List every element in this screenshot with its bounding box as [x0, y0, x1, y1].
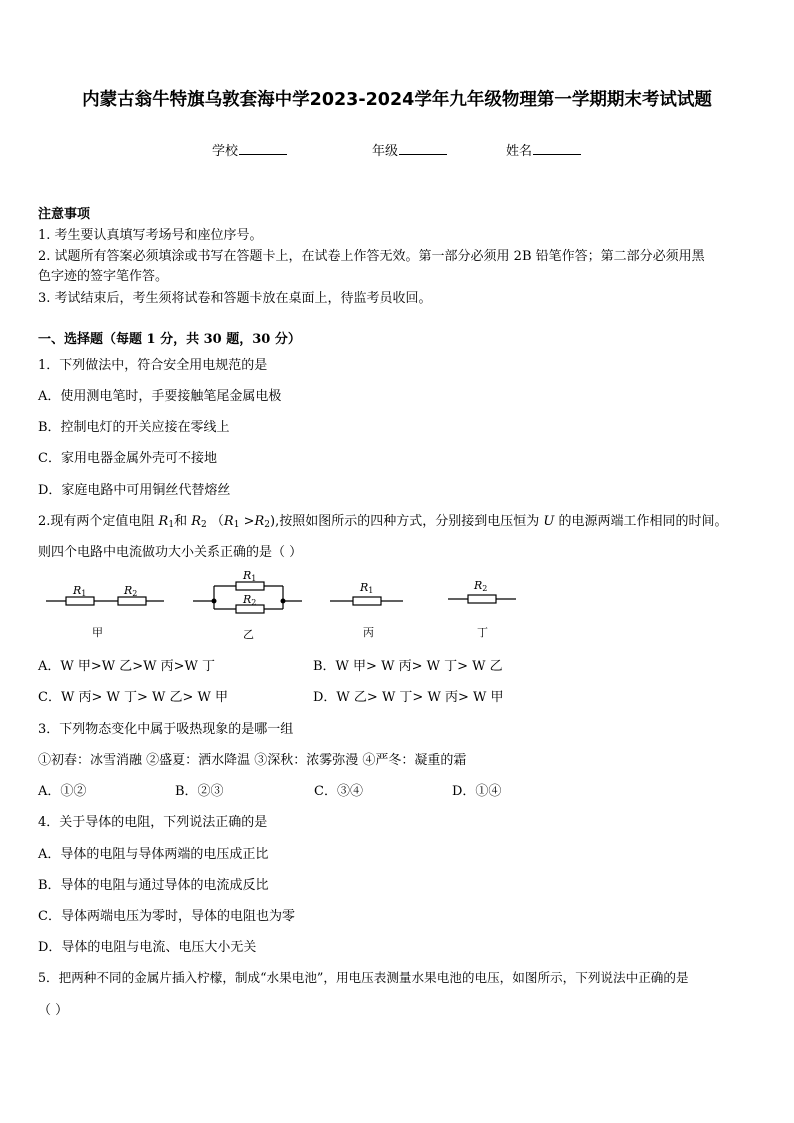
question-2-option-d[interactable]: D．W 乙> W 丁> W 丙> W 甲: [313, 690, 504, 705]
name-blank[interactable]: [533, 144, 581, 155]
circuit-bing-r1-label: R1: [360, 581, 374, 595]
notice-item: 3. 考试结束后，考生须将试卷和答题卡放在桌面上，待监考员收回。: [38, 291, 432, 306]
circuit-ding-r2-resistor: [468, 595, 496, 603]
question-3-items: ①初春：冰雪消融 ②盛夏：洒水降温 ③深秋：浓雾弥漫 ④严冬：凝重的霜: [38, 753, 467, 768]
question-4-option-a[interactable]: A．导体的电阻与导体两端的电压成正比: [38, 847, 269, 862]
question-3-option-a[interactable]: A．①②: [38, 784, 87, 799]
circuit-jia-r2-label: R2: [124, 584, 138, 598]
question-5-stem: 5．把两种不同的金属片插入柠檬，制成“水果电池”，用电压表测量水果电池的电压，如图所示，下列说法中正确的是: [38, 970, 689, 985]
question-2-option-b[interactable]: B．W 甲> W 丙> W 丁> W 乙: [313, 659, 503, 674]
circuit-yi-caption: 乙: [243, 628, 254, 641]
question-2-stem: 2.现有两个定值电阻 $R_1$和 $R_2$ $(R_1 >R_2)$,按照如图所示的四种方式，分别接到电压恒为 U 的电源两端工作相同的时间。: [38, 514, 728, 530]
question-1-option-a[interactable]: A．使用测电笔时，手要接触笔尾金属电极: [38, 389, 282, 404]
section-heading: 一、选择题（每题 1 分，共 30 题，30 分）: [38, 332, 301, 347]
school-label: 学校: [212, 144, 239, 159]
circuit-yi-r1-resistor: [236, 582, 264, 590]
notice-item: 色字迹的签字笔作答。: [38, 269, 169, 284]
circuit-yi-r1-label: R1: [243, 569, 257, 583]
grade-field[interactable]: [372, 140, 447, 159]
question-4-option-c[interactable]: C．导体两端电压为零时，导体的电阻也为零: [38, 909, 295, 924]
question-1-option-d[interactable]: D．家庭电路中可用铜丝代替熔丝: [38, 483, 231, 498]
junction-dot: [281, 599, 286, 604]
question-4-stem: 4．关于导体的电阻，下列说法正确的是: [38, 815, 268, 830]
circuit-bing-r1-resistor: [353, 597, 381, 605]
school-blank[interactable]: [239, 144, 287, 155]
school-field[interactable]: [212, 140, 287, 159]
circuit-jia-r2-resistor: [118, 597, 146, 605]
question-4-option-b[interactable]: B．导体的电阻与通过导体的电流成反比: [38, 878, 269, 893]
notice-heading: 注意事项: [38, 207, 91, 222]
question-3-option-b[interactable]: B．②③: [175, 784, 224, 799]
grade-blank[interactable]: [399, 144, 447, 155]
question-1-option-c[interactable]: C．家用电器金属外壳可不接地: [38, 451, 217, 466]
junction-dot: [212, 599, 217, 604]
page-title: 内蒙古翁牛特旗乌敦套海中学2023-2024学年九年级物理第一学期期末考试试题: [82, 90, 712, 110]
circuit-ding-r2-label: R2: [474, 579, 488, 593]
name-label: 姓名: [506, 144, 533, 159]
question-5-stem-line2: （ ）: [38, 1003, 69, 1018]
grade-label: 年级: [372, 144, 399, 159]
circuit-yi-r2-resistor: [236, 605, 264, 613]
question-3-stem: 3．下列物态变化中属于吸热现象的是哪一组: [38, 722, 294, 737]
circuit-bing-caption: 丙: [363, 626, 374, 639]
question-4-option-d[interactable]: D．导体的电阻与电流、电压大小无关: [38, 940, 257, 955]
circuit-jia-r1-label: R1: [73, 584, 87, 598]
question-3-option-c[interactable]: C．③④: [314, 784, 363, 799]
circuit-yi-r2-label: R2: [243, 593, 257, 607]
notice-item: 2. 试题所有答案必须填涂或书写在答题卡上，在试卷上作答无效。第一部分必须用 2B 铅笔作答；第二部分必须用黑: [38, 249, 705, 264]
question-2-option-a[interactable]: A．W 甲>W 乙>W 丙>W 丁: [38, 659, 216, 674]
circuit-diagrams: [38, 566, 538, 644]
circuit-jia-caption: 甲: [92, 626, 103, 639]
circuit-ding-caption: 丁: [477, 626, 488, 639]
circuit-jia-r1-resistor: [66, 597, 94, 605]
question-2-stem-line2: 则四个电路中电流做功大小关系正确的是（ ）: [38, 545, 303, 560]
question-1-option-b[interactable]: B．控制电灯的开关应接在零线上: [38, 420, 230, 435]
question-3-option-d[interactable]: D．①④: [452, 784, 502, 799]
question-1-stem: 1．下列做法中，符合安全用电规范的是: [38, 358, 268, 373]
question-2-option-c[interactable]: C．W 丙> W 丁> W 乙> W 甲: [38, 690, 228, 705]
notice-item: 1. 考生要认真填写考场号和座位序号。: [38, 228, 263, 243]
name-field[interactable]: [506, 140, 581, 159]
